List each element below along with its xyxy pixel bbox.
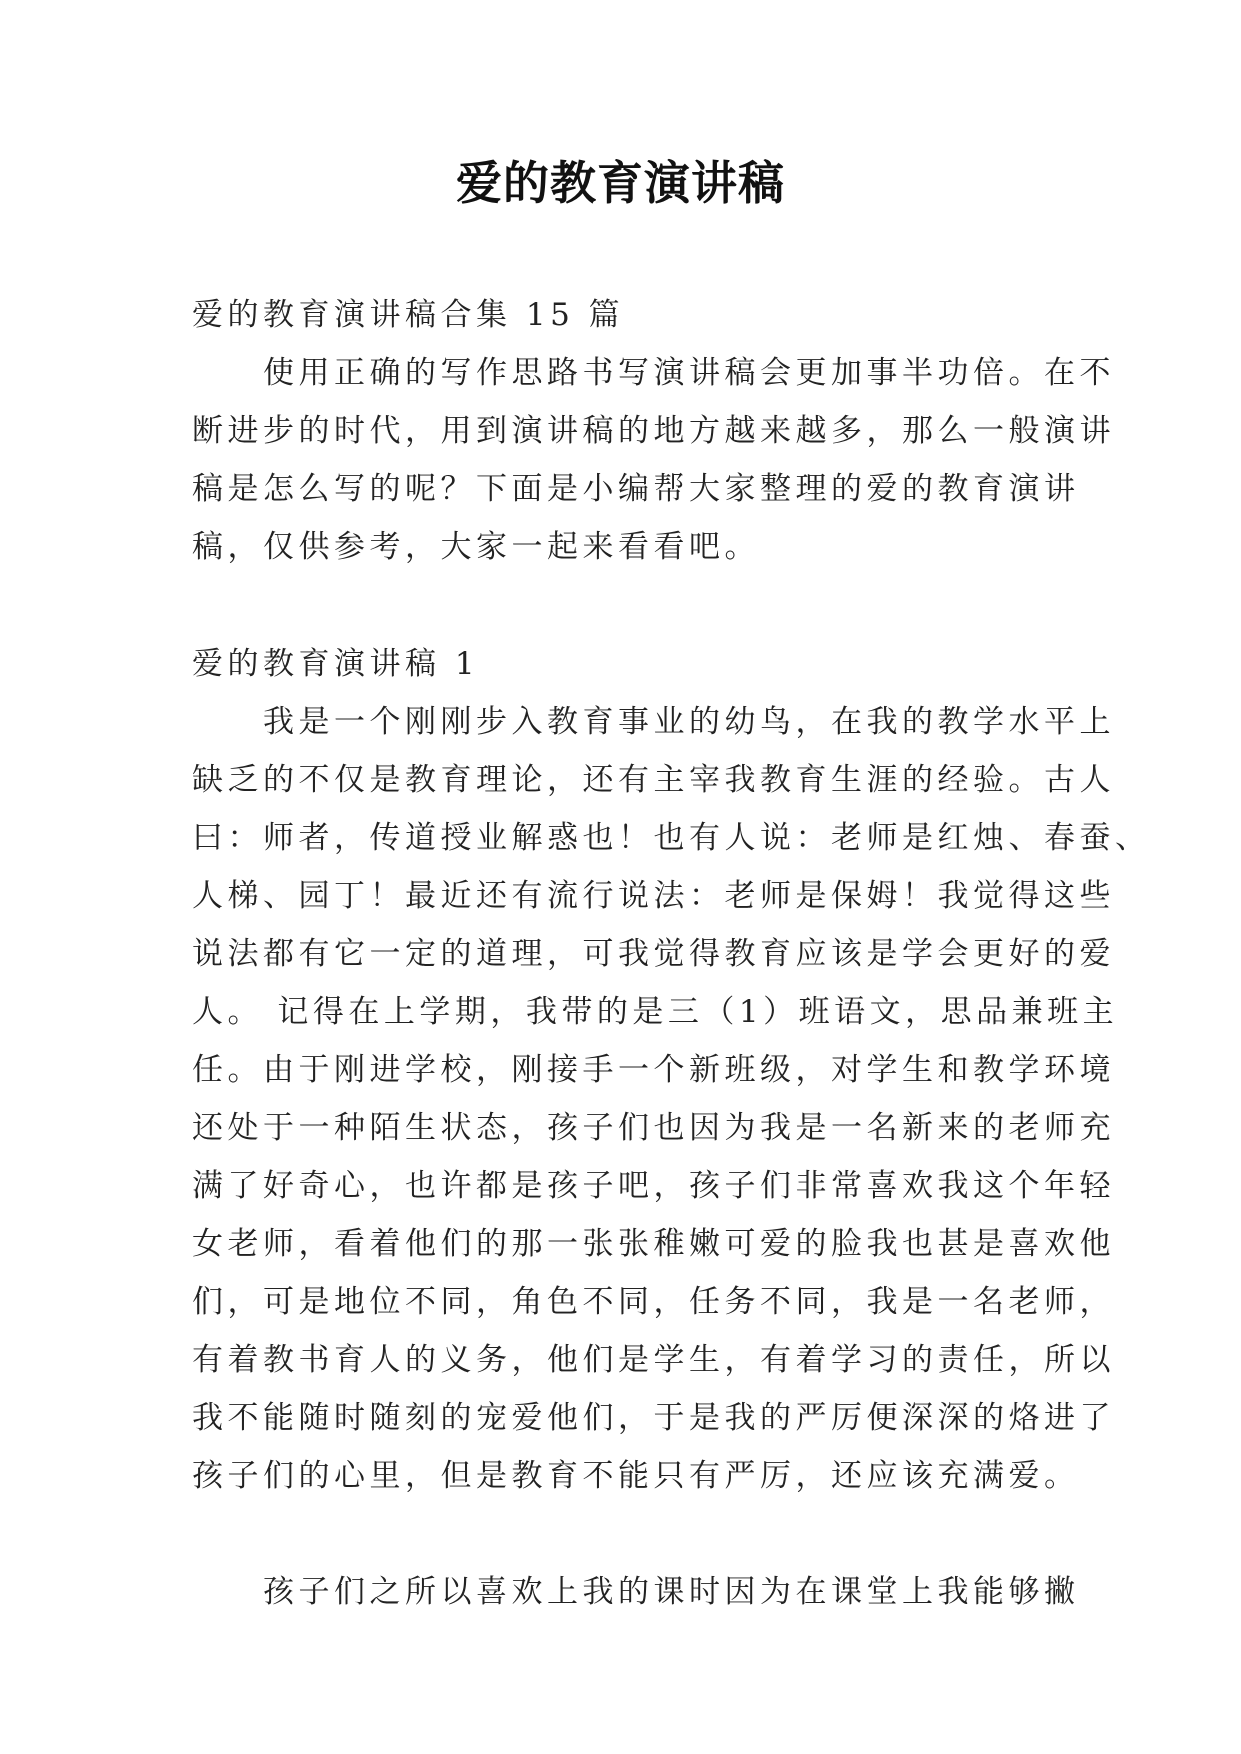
- body-paragraph-2: [192, 1563, 1080, 1621]
- section-heading: 爱的教育演讲稿 1: [192, 646, 480, 682]
- text-line: 我不能随时随刻的宠爱他们，于是我的严厉便深深的烙进了: [192, 1400, 1115, 1436]
- text-line: 使用正确的写作思路书写演讲稿会更加事半功倍。在不: [263, 355, 1115, 391]
- text-line: 人。 记得在上学期，我带的是三（1）班语文，思品兼班主: [192, 994, 1119, 1030]
- text-line: 孩子们的心里，但是教育不能只有严厉，还应该充满爱。: [192, 1458, 1080, 1494]
- text-line: 说法都有它一定的道理，可我觉得教育应该是学会更好的爱: [192, 936, 1115, 972]
- text-line: 有着教书育人的义务，他们是学生，有着学习的责任，所以: [192, 1342, 1115, 1378]
- text-line: 曰：师者，传道授业解惑也！也有人说：老师是红烛、春蚕、: [192, 820, 1151, 856]
- text-line: 稿，仅供参考，大家一起来看看吧。: [192, 529, 760, 565]
- text-line: 稿是怎么写的呢？下面是小编帮大家整理的爱的教育演讲: [192, 471, 1080, 507]
- body-paragraph-1: [192, 693, 1151, 1505]
- text-line: 断进步的时代，用到演讲稿的地方越来越多，那么一般演讲: [192, 413, 1115, 449]
- text-line: 人梯、园丁！最近还有流行说法：老师是保姆！我觉得这些: [192, 878, 1115, 914]
- document-subtitle: 爱的教育演讲稿合集 15 篇: [192, 297, 625, 333]
- text-line: 女老师，看着他们的那一张张稚嫩可爱的脸我也甚是喜欢他: [192, 1226, 1115, 1262]
- text-line: 们，可是地位不同，角色不同，任务不同，我是一名老师，: [192, 1284, 1115, 1320]
- text-line: 缺乏的不仅是教育理论，还有主宰我教育生涯的经验。古人: [192, 762, 1115, 798]
- intro-paragraph: [192, 344, 1115, 576]
- text-line: 任。由于刚进学校，刚接手一个新班级，对学生和教学环境: [192, 1052, 1115, 1088]
- text-line: 还处于一种陌生状态，孩子们也因为我是一名新来的老师充: [192, 1110, 1115, 1146]
- text-line: 我是一个刚刚步入教育事业的幼鸟，在我的教学水平上: [263, 704, 1115, 740]
- text-line: 满了好奇心，也许都是孩子吧，孩子们非常喜欢我这个年轻: [192, 1168, 1115, 1204]
- document-title: 爱的教育演讲稿: [456, 156, 785, 210]
- text-line: 孩子们之所以喜欢上我的课时因为在课堂上我能够撇: [263, 1574, 1080, 1610]
